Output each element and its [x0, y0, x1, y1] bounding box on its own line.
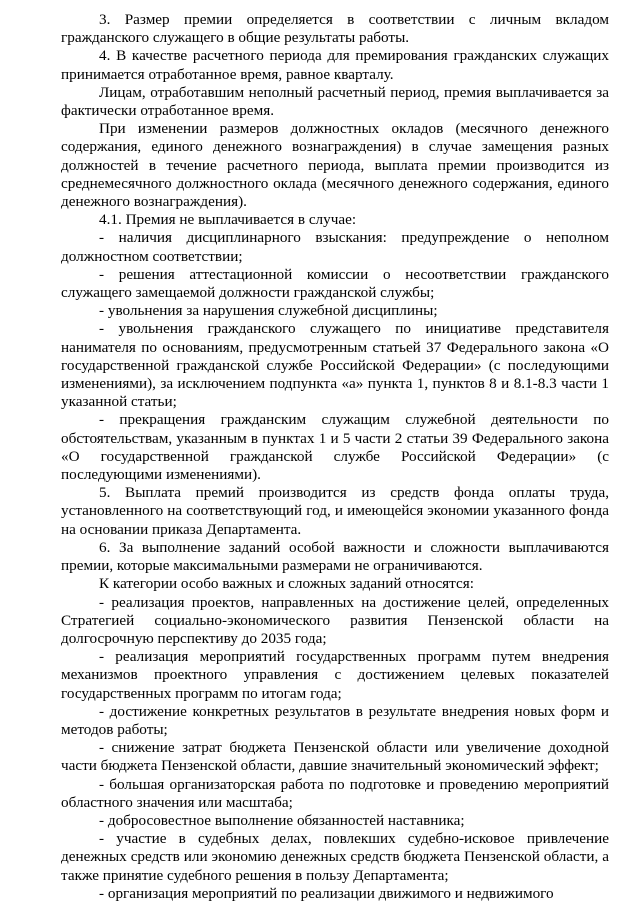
list-item: - прекращения гражданским служащим служебной деятельности по обстоятельствам, указанным в пунктах 1 и 5 части 2 статьи 39 Федерального закона «О государственной гражданской службе Российской Федерации» (с последующими изменениями). [61, 411, 609, 484]
list-item: - реализация мероприятий государственных программ путем внедрения механизмов проектного управления с достижением целевых показателей государственных программ по итогам года; [61, 648, 609, 702]
list-item: - решения аттестационной комиссии о несоответствии гражданского служащего замещаемой должности гражданской службы; [61, 265, 609, 302]
list-item: - достижение конкретных результатов в результате внедрения новых форм и методов работы; [61, 702, 609, 738]
paragraph-payment-source: 5. Выплата премий производится из средств фонда оплаты труда, установленного на соответствующий год, и имеющейся экономии указанного фонда на основании приказа Департамента. [61, 484, 609, 538]
paragraph-calculation-period: 4. В качестве расчетного периода для премирования гражданских служащих принимается отработанное время, равное кварталу. [61, 47, 609, 83]
list-item: - наличия дисциплинарного взыскания: предупреждение о неполном должностном соответствии; [61, 229, 609, 265]
list-item: - большая организаторская работа по подготовке и проведению мероприятий областного значения или масштаба; [61, 775, 609, 811]
list-item: - увольнения гражданского служащего по инициативе представителя нанимателя по основаниям, предусмотренным статьей 37 Федерального закона «О государственной гражданской службе Российской Федерации» (с последующими изменениями), за исключением подпункта «а» пункта 1, пунктов 8 и 8.1-8.3 части 1 указанной статьи; [61, 320, 609, 411]
list-item: - реализация проектов, направленных на достижение целей, определенных Стратегией социально-экономического развития Пензенской области на долгосрочную перспективу до 2035 года; [61, 593, 609, 647]
paragraph-salary-change: При изменении размеров должностных окладов (месячного денежного содержания, единого денежного вознаграждения) в случае замещения разных должностей в течение расчетного периода, выплата премии производится из среднемесячного должностного оклада (месячного денежного содержания, единого денежного вознаграждения). [61, 120, 609, 211]
list-item: - организация мероприятий по реализации движимого и недвижимого [99, 884, 554, 902]
document-page [61, 11, 609, 903]
paragraph-premium-size: 3. Размер премии определяется в соответствии с личным вкладом гражданского служащего в общие результаты работы. [61, 11, 609, 47]
paragraph-special-tasks-heading: К категории особо важных и сложных заданий относятся: [99, 575, 474, 593]
list-item: - участие в судебных делах, повлекших судебно-исковое привлечение денежных средств или экономию денежных средств бюджета Пензенской области, а также принятие судебного решения в пользу Департамента; [61, 830, 609, 884]
list-item: - добросовестное выполнение обязанностей наставника; [99, 811, 465, 829]
list-item: - увольнения за нарушения служебной дисциплины; [99, 302, 438, 320]
paragraph-special-tasks: 6. За выполнение заданий особой важности и сложности выплачиваются премии, которые максимальными размерами не ограничиваются. [61, 538, 609, 575]
paragraph-not-paid-heading: 4.1. Премия не выплачивается в случае: [99, 211, 357, 229]
list-item: - снижение затрат бюджета Пензенской области или увеличение доходной части бюджета Пензенской области, давшие значительный экономический эффект; [61, 739, 609, 775]
paragraph-partial-period: Лицам, отработавшим неполный расчетный период, премия выплачивается за фактически отработанное время. [61, 83, 609, 120]
